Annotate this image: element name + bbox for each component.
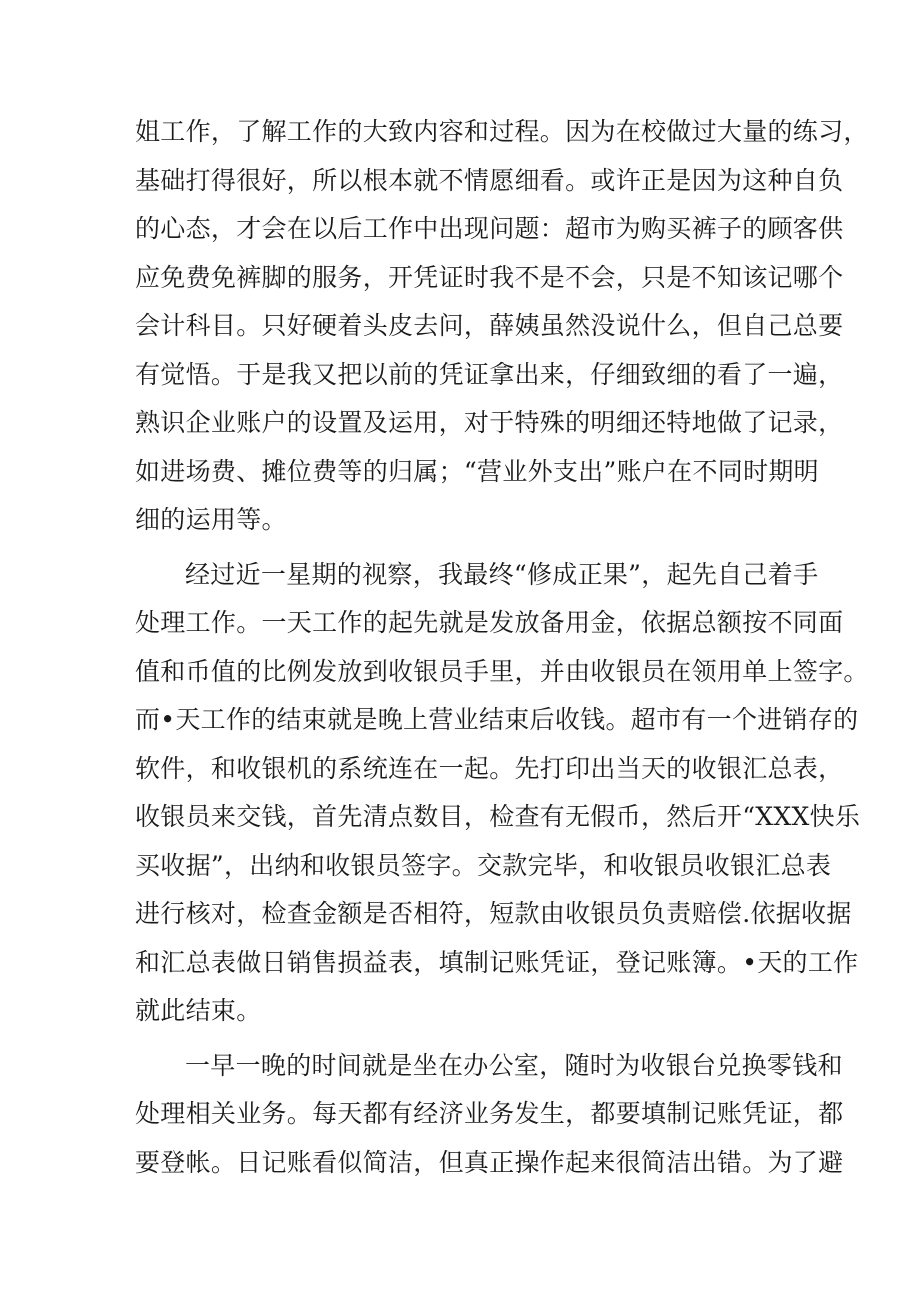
text-line: 基础打得很好，所以根本就不情愿细看。或许正是因为这种自负 xyxy=(135,165,844,195)
document-body xyxy=(135,108,869,1187)
text-line: 一早一晚的时间就是坐在办公室，随时为收银台兑换零钱和 xyxy=(185,1050,843,1080)
text-line: 买收据”，出纳和收银员签字。交款完毕，和收银员收银汇总表 xyxy=(135,850,832,880)
text-line: 熟识企业账户的设置及运用，对于特殊的明细还特地做了记录， xyxy=(135,408,844,437)
text-line: 要登帐。日记账看似简洁，但真正操作起来很简洁出错。为了避 xyxy=(135,1147,844,1177)
text-line: 应免费免裤脚的服务，开凭证时我不是不会，只是不知该记哪个 xyxy=(135,262,844,292)
text-line: 而•天工作的结束就是晚上营业结束后收钱。超市有一个进销存的 xyxy=(135,705,859,734)
text-line: 会计科目。只好硬着头皮去问，薛姨虽然没说什么，但自己总要 xyxy=(135,311,844,340)
text-line: 姐工作，了解工作的大致内容和过程。因为在校做过大量的练习， xyxy=(135,117,869,146)
text-line: 有觉悟。于是我又把以前的凭证拿出来，仔细致细的看了一遍， xyxy=(135,359,844,389)
text-line: 收银员来交钱，首先清点数目，检查有无假币，然后开“XXX快乐 xyxy=(135,802,861,831)
text-line: 软件，和收银机的系统连在一起。先打印出当天的收银汇总表， xyxy=(135,753,844,783)
text-line: 和汇总表做日销售损益表，填制记账凭证，登记账簿。•天的工作 xyxy=(135,947,859,977)
text-line: 经过近一星期的视察，我最终“修成正果”，起先自己着手 xyxy=(185,559,819,589)
paragraph-1 xyxy=(135,108,869,545)
text-line: 的心态，才会在以后工作中出现问题：超市为购买裤子的顾客供 xyxy=(135,214,844,243)
text-line: 如进场费、摊位费等的归属；“营业外支出”账户在不同时期明 xyxy=(135,456,819,486)
paragraph-2 xyxy=(135,551,869,1036)
text-line: 值和币值的比例发放到收银员手里，并由收银员在领用单上签字。 xyxy=(135,656,869,686)
text-line: 处理工作。一天工作的起先就是发放备用金，依据总额按不同面 xyxy=(135,608,844,637)
text-line: 进行核对，检查金额是否相符，短款由收银员负责赔偿.依据收据 xyxy=(135,899,852,928)
text-line: 处理相关业务。每天都有经济业务发生，都要填制记账凭证，都 xyxy=(135,1099,844,1128)
text-line: 就此结束。 xyxy=(135,996,262,1025)
paragraph-3 xyxy=(135,1042,844,1188)
text-line: 细的运用等。 xyxy=(135,505,287,534)
